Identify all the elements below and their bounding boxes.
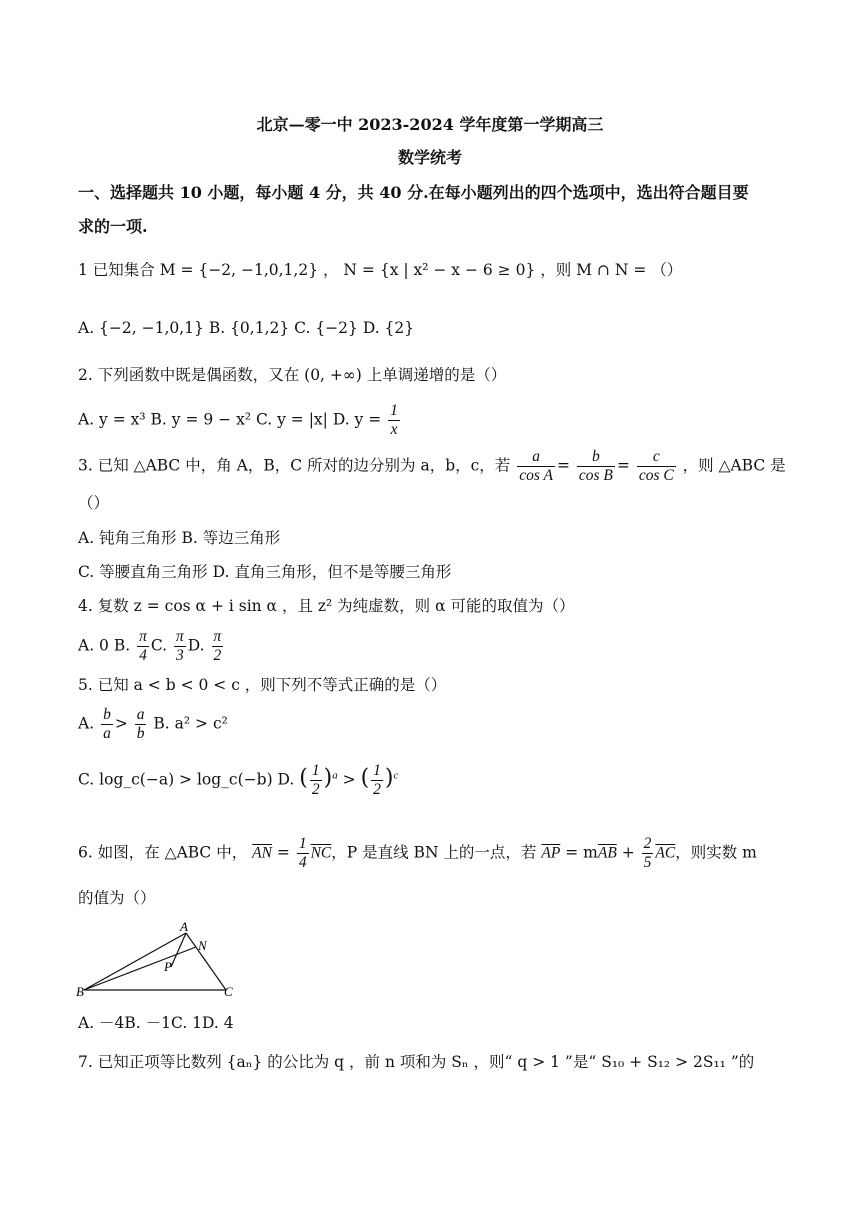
q5-frac-ba-den: a [103, 725, 111, 742]
q3-frac-b-den: cos B [578, 467, 613, 484]
q4-frac-b [137, 628, 149, 665]
segment-ap [171, 933, 186, 967]
q2-frac-num: 1 [390, 402, 398, 419]
q3-options-line2: C. 等腰直角三角形 D. 直角三角形，但不是等腰三角形 [78, 563, 452, 581]
q6-stem-a: 6. 如图，在 △ABC 中， [78, 843, 248, 862]
label-a: A [180, 919, 188, 934]
q5-frac-ab-den: b [136, 725, 145, 742]
q4-opt-a: A. 0 B. [78, 636, 131, 655]
q6-stem: 6. 如图，在 △ABC 中， $\overline{AN}$ = $\frac{1}{4}$ $\overline{NC}$，P 是直线 BN 上的一点，若 $\overline{AP} = m\overline{AB}$ + $\frac{2}{5}$ $\overline{AC}$，则实数 m [78, 835, 757, 871]
q4-opt-c-label: C. [150, 636, 168, 655]
q3-stem: 3. 已知 △ABC 中，角 A，B，C 所对的边分别为 a，b，c，若 $\frac{a}{\text{cos A}}$ = $\frac{b}{\text{cos B}}$ = $\frac{c}{\text{cos C}}$ ，则 △ABC 是 [78, 448, 786, 484]
q6-stem-d: ，则实数 m [675, 843, 757, 862]
q4-frac-d [212, 628, 224, 665]
segment-bn [84, 947, 196, 990]
q6-frac-quarter-num: 1 [298, 835, 307, 852]
q2-options [78, 402, 402, 439]
q2-options-text: A. y = x³ B. y = 9 − x² C. y = |x| D. y = [78, 410, 382, 429]
q6-stem-line2: 的值为（） [78, 889, 156, 907]
q6-triangle-figure [74, 918, 244, 1000]
q3-frac-c-num: c [637, 448, 676, 467]
q3-frac-c-den: cos C [638, 467, 674, 484]
q6-frac-quarter [297, 835, 309, 872]
section-heading-line2: 求的一项. [78, 217, 148, 236]
q3-stem-line2: （） [78, 494, 110, 512]
label-p: P [164, 959, 172, 974]
q3-frac-a-den: cos A [519, 467, 553, 484]
label-c: C [224, 984, 233, 999]
exam-subtitle: 数学统考 [397, 148, 462, 167]
q6-vec-nc: $\overline{NC}$ [310, 844, 332, 862]
q5-options-line2: C. log_c(−a) > log_c(−b) D. ( $\frac{1}{2}$ )$^a$ > ( $\frac{1}{2}$ )$^c$ [78, 762, 399, 798]
q6-frac-two-fifths [642, 835, 654, 872]
q4-frac-c-num: π [176, 628, 184, 645]
label-n: N [198, 938, 207, 953]
q4-frac-b-num: π [139, 628, 147, 645]
q5-opt-c: C. log_c(−a) > log_c(−b) D. [78, 770, 295, 789]
exam-title: 北京—零一中 2023-2024 学年度第一学期高三 [256, 115, 604, 134]
q3-frac-b-num: b [577, 448, 615, 467]
q5-opt-a-label: A. [78, 714, 95, 733]
q5-opt-b: B. a² > c² [153, 714, 228, 733]
q5-half-a-den: 2 [311, 781, 320, 798]
q3-stem-prefix: 3. 已知 △ABC 中，角 A，B，C 所对的边分别为 a，b，c，若 [78, 456, 511, 475]
q3-frac-a [517, 448, 555, 485]
q4-frac-b-den: 4 [139, 647, 147, 664]
q6-stem-c: = m [565, 843, 598, 862]
q5-stem: 5. 已知 a < b < 0 < c ，则下列不等式正确的是（） [78, 676, 447, 694]
q4-frac-d-num: π [213, 628, 222, 645]
q4-frac-c [174, 628, 186, 665]
q3-options-line1: A. 钝角三角形 B. 等边三角形 [78, 529, 281, 547]
q2-stem: 2. 下列函数中既是偶函数，又在 (0, +∞) 上单调递增的是（） [78, 366, 507, 384]
q4-options [78, 628, 225, 665]
q6-stem-b: ，P 是直线 BN 上的一点，若 [331, 843, 537, 862]
q2-frac-den: x [390, 421, 398, 438]
q5-frac-ba-num: b [103, 706, 111, 723]
q3-frac-b [577, 448, 615, 485]
q1-stem: 1 已知集合 M = {−2, −1,0,1,2} ， N = {x | x² − x − 6 ≥ 0} ，则 M ∩ N = （） [78, 261, 683, 279]
q7-stem: 7. 已知正项等比数列 {aₙ} 的公比为 q ，前 n 项和为 Sₙ ，则“ q > 1 ”是“ S₁₀ + S₁₂ > 2S₁₁ ”的 [78, 1053, 755, 1071]
q3-stem-suffix: ，则 △ABC 是 [682, 456, 786, 475]
q5-frac-ab-num: a [136, 706, 145, 723]
q4-frac-c-den: 3 [176, 647, 184, 664]
q2-option-d-fraction [388, 402, 400, 439]
q5-frac-half-c [371, 762, 383, 799]
q5-half-c-den: 2 [373, 781, 381, 798]
q5-frac-half-a [310, 762, 322, 799]
q6-vec-ap: $\overline{AP}$ [541, 844, 561, 862]
q5-half-a-num: 1 [311, 762, 320, 779]
q1-options: A. {−2, −1,0,1} B. {0,1,2} C. {−2} D. {2} [78, 319, 415, 337]
q6-frac-quarter-den: 4 [298, 854, 307, 871]
q6-vec-ab: $\overline{AB}$ [597, 844, 617, 862]
label-b: B [76, 984, 84, 999]
q5-frac-ba [101, 706, 113, 743]
q4-opt-d-label: D. [187, 636, 205, 655]
q5-half-c-num: 1 [373, 762, 381, 779]
q5-exp-c: c [393, 769, 399, 782]
section-heading-line1: 一、选择题共 10 小题，每小题 4 分，共 40 分.在每小题列出的四个选项中，选出符合题目要 [78, 183, 749, 202]
q4-stem: 4. 复数 z = cos α + i sin α ，且 z² 为纯虚数，则 α 可能的取值为（） [78, 597, 575, 615]
q3-frac-c [637, 448, 676, 485]
q3-frac-a-num: a [517, 448, 555, 467]
q6-vec-an: $\overline{AN}$ [252, 844, 272, 862]
q6-options: A. －4B. －1C. 1D. 4 [78, 1014, 234, 1032]
q5-options-line1: A. $\frac{b}{a}$ > $\frac{a}{b}$ B. a² > c² [78, 706, 228, 742]
q6-frac-two-fifths-den: 5 [643, 854, 652, 871]
q5-frac-ab [135, 706, 147, 743]
q5-exp-a: a [332, 769, 338, 782]
q6-frac-two-fifths-num: 2 [643, 835, 652, 852]
q4-frac-d-den: 2 [213, 647, 222, 664]
q6-vec-ac: $\overline{AC}$ [655, 844, 676, 862]
